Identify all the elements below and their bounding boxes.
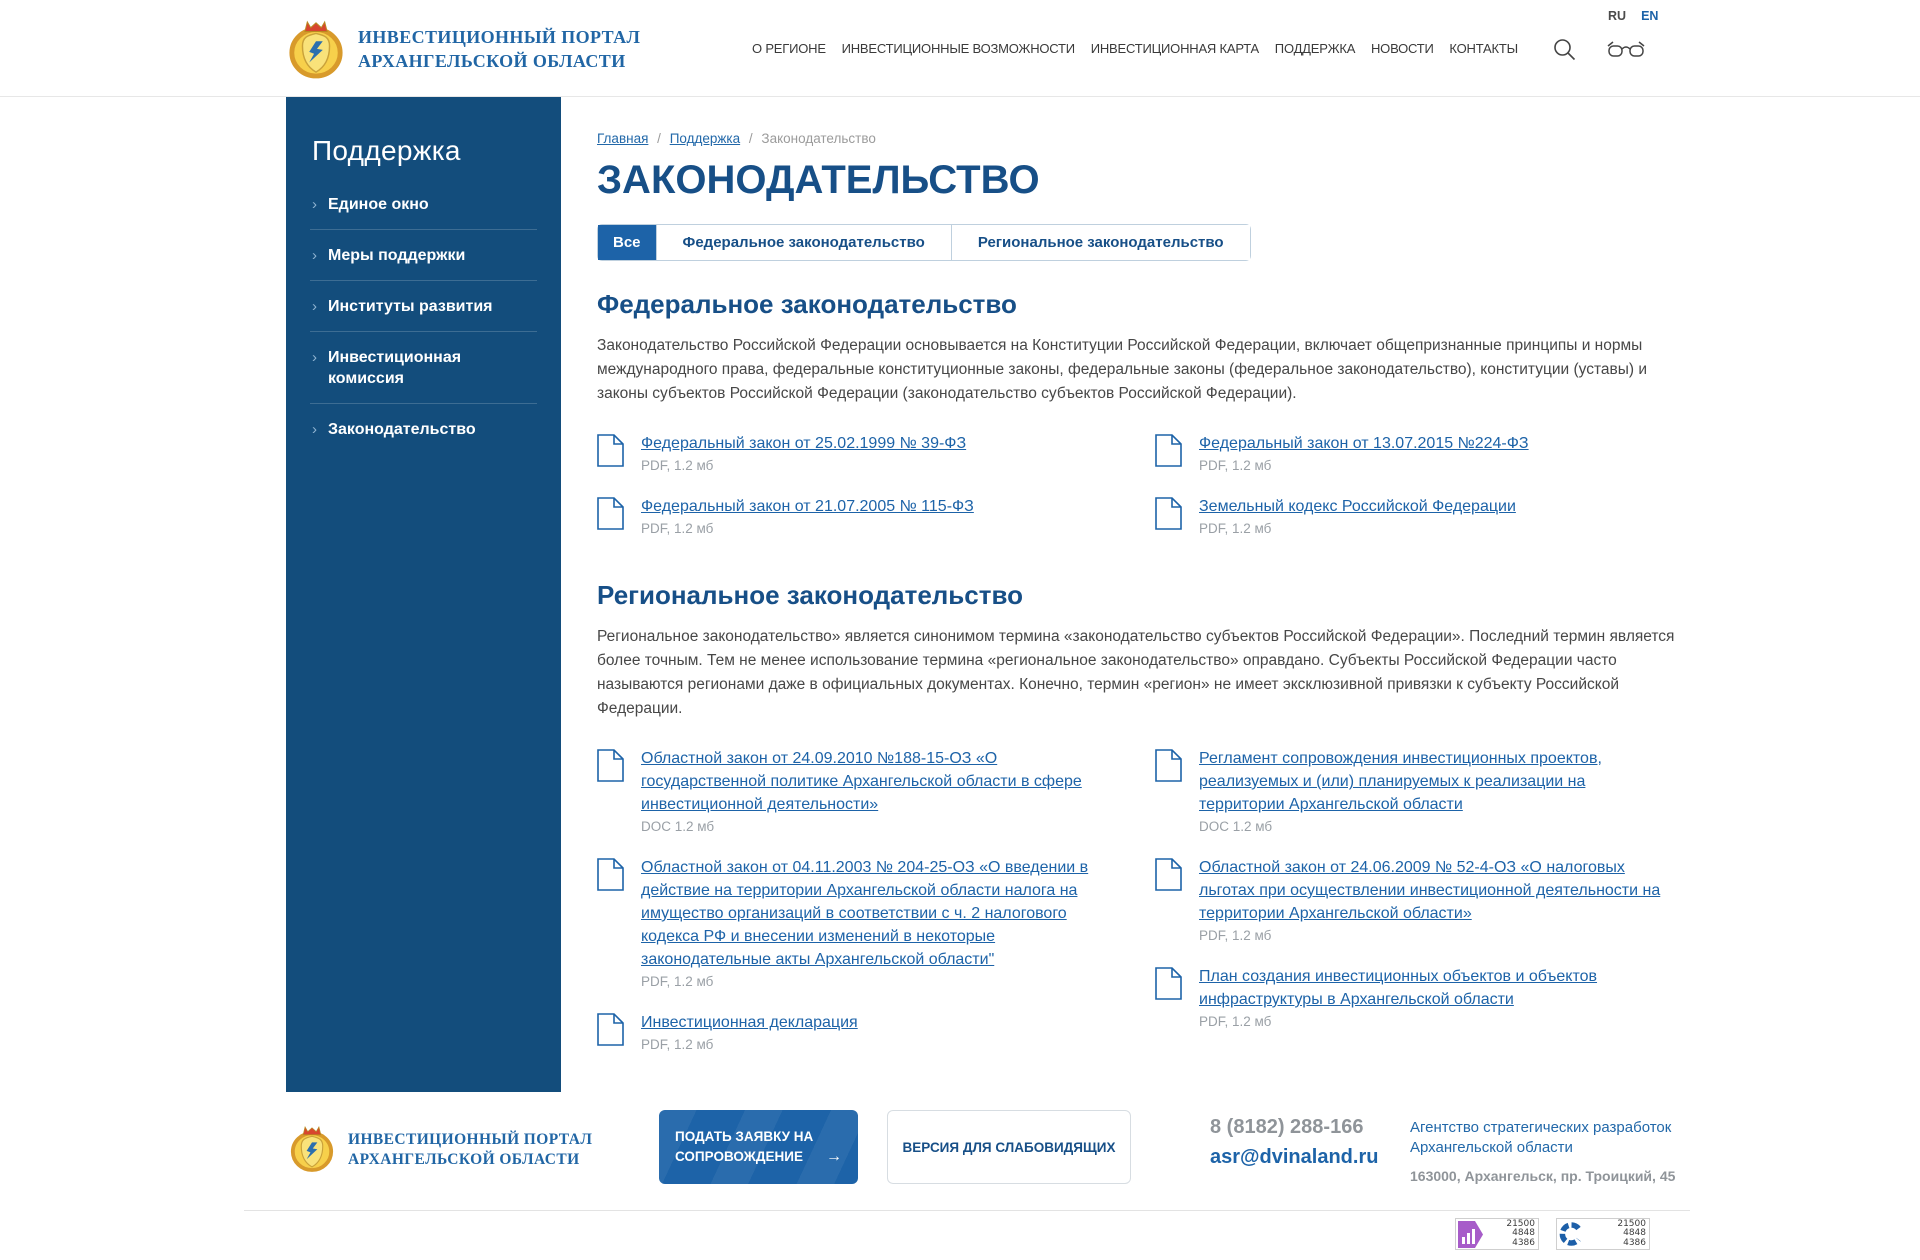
sidebar-title: Поддержка xyxy=(312,135,461,166)
footer-logo-line1: ИНВЕСТИЦИОННЫЙ ПОРТАЛ xyxy=(348,1130,593,1148)
document-icon xyxy=(597,434,624,467)
doc-link[interactable]: Областной закон от 24.09.2010 №188-15-ОЗ «О государственной политике Архангельской области в сфере инвестиционной деятельности» xyxy=(641,750,1082,813)
coat-of-arms-icon xyxy=(289,1120,335,1179)
doc-meta: PDF, 1.2 мб xyxy=(641,458,714,473)
apply-button-line1: ПОДАТЬ ЗАЯВКУ НА xyxy=(675,1129,814,1144)
counter-value: 4386 xyxy=(1623,1237,1646,1248)
counter-value: 4848 xyxy=(1512,1228,1535,1239)
footer-logo[interactable] xyxy=(289,1120,592,1179)
document-icon xyxy=(1155,434,1182,467)
tab-all[interactable]: Все xyxy=(598,225,656,260)
doc-link[interactable]: План создания инвестиционных объектов и объектов инфраструктуры в Архангельской области xyxy=(1199,968,1598,1008)
main-area xyxy=(0,97,1920,1092)
doc-item xyxy=(1155,965,1669,1029)
doc-item xyxy=(597,1011,1111,1052)
nav-contacts[interactable]: КОНТАКТЫ xyxy=(1449,41,1518,56)
counter-value: 4848 xyxy=(1623,1228,1646,1239)
document-icon xyxy=(597,1013,624,1046)
sidebar-item-label: Инвестиционная комиссия xyxy=(328,349,462,387)
liveinternet-counter-badge[interactable] xyxy=(1455,1218,1539,1250)
footer-email-link[interactable]: asr@dvinaland.ru xyxy=(1210,1146,1379,1168)
footer-agency-block xyxy=(1410,1118,1690,1184)
lang-en[interactable]: EN xyxy=(1641,9,1659,23)
chevron-right-icon: › xyxy=(312,247,317,264)
counter-value: 21500 xyxy=(1506,1218,1535,1229)
doc-item xyxy=(597,432,1111,473)
lang-ru[interactable]: RU xyxy=(1608,9,1627,23)
footer-phone: 8 (8182) 288-166 xyxy=(1210,1116,1364,1138)
regional-doc-grid xyxy=(597,747,1689,1052)
breadcrumb-support[interactable]: Поддержка xyxy=(669,131,741,146)
apply-support-button[interactable] xyxy=(659,1110,858,1184)
nav-region[interactable]: О РЕГИОНЕ xyxy=(752,41,826,56)
bar-chart-icon xyxy=(1458,1221,1483,1248)
doc-column-left xyxy=(597,747,1111,1052)
doc-item xyxy=(1155,432,1669,473)
doc-link[interactable]: Областной закон от 04.11.2003 № 204-25-ОЗ «О введении в действие на территории Архангельской области налога на имущество организаций в соответствии с ч. 2 налогового кодекса РФ и внесении изменений в некоторые законодательные акты Архангельской области" xyxy=(641,859,1089,968)
nav-support[interactable]: ПОДДЕРЖКА xyxy=(1274,41,1356,56)
doc-link[interactable]: Инвестиционная декларация xyxy=(641,1014,858,1031)
regional-section xyxy=(597,580,1689,1052)
sidebar-item-single-window[interactable] xyxy=(310,179,537,230)
doc-item xyxy=(597,495,1111,536)
doc-item xyxy=(597,747,1111,834)
footer-logo-line2: АРХАНГЕЛЬСКОЙ ОБЛАСТИ xyxy=(348,1150,580,1168)
sidebar-item-support-measures[interactable] xyxy=(310,230,537,281)
doc-column-right xyxy=(1155,432,1669,536)
sidebar-item-label: Институты развития xyxy=(328,298,493,315)
sidebar-item-investment-commission[interactable] xyxy=(310,332,537,404)
doc-link[interactable]: Федеральный закон от 21.07.2005 № 115-ФЗ xyxy=(641,498,974,515)
sputnik-c-logo-icon xyxy=(1559,1222,1583,1246)
sidebar-menu xyxy=(310,179,537,454)
site-logo[interactable] xyxy=(287,15,640,84)
document-icon xyxy=(1155,749,1182,782)
doc-meta: PDF, 1.2 мб xyxy=(641,974,714,989)
counter-value: 4386 xyxy=(1512,1237,1535,1248)
sidebar-item-development-institutes[interactable] xyxy=(310,281,537,332)
sidebar-item-legislation[interactable] xyxy=(310,404,537,454)
federal-heading: Федеральное законодательство xyxy=(597,289,1017,319)
federal-section xyxy=(597,289,1689,536)
breadcrumb-current: Законодательство xyxy=(761,131,876,146)
header xyxy=(0,0,1920,97)
sidebar-item-label: Законодательство xyxy=(328,421,476,438)
doc-column-right xyxy=(1155,747,1669,1052)
doc-meta: DOC 1.2 мб xyxy=(641,819,715,834)
doc-column-left xyxy=(597,432,1111,536)
legislation-filter-tabs xyxy=(597,224,1251,261)
logo-title-line2: АРХАНГЕЛЬСКОЙ ОБЛАСТИ xyxy=(358,50,626,71)
logo-title-line1: ИНВЕСТИЦИОННЫЙ ПОРТАЛ xyxy=(358,27,641,48)
chevron-right-icon: › xyxy=(312,196,317,213)
chevron-right-icon: › xyxy=(312,298,317,315)
doc-link[interactable]: Федеральный закон от 13.07.2015 №224-ФЗ xyxy=(1199,435,1529,452)
sidebar-item-label: Единое окно xyxy=(328,196,429,213)
doc-link[interactable]: Регламент сопровождения инвестиционных проектов, реализуемых и (или) планируемых к реализации на территории Архангельской области xyxy=(1199,750,1602,813)
doc-item xyxy=(1155,856,1669,943)
breadcrumb-separator: / xyxy=(748,131,753,146)
footer xyxy=(0,1092,1920,1260)
document-icon xyxy=(597,858,624,891)
document-icon xyxy=(1155,967,1182,1000)
language-switcher xyxy=(1608,9,1658,23)
nav-invest-map[interactable]: ИНВЕСТИЦИОННАЯ КАРТА xyxy=(1090,41,1260,56)
coat-of-arms-icon xyxy=(287,15,345,84)
breadcrumb-home[interactable]: Главная xyxy=(597,131,649,146)
sidebar-support xyxy=(286,97,561,1092)
doc-link[interactable]: Областной закон от 24.06.2009 № 52-4-ОЗ «О налоговых льготах при осуществлении инвестиционной деятельности на территории Архангельской области» xyxy=(1199,859,1661,922)
tab-federal[interactable]: Федеральное законодательство xyxy=(656,225,951,260)
document-icon xyxy=(1155,858,1182,891)
nav-invest-opportunities[interactable]: ИНВЕСТИЦИОННЫЕ ВОЗМОЖНОСТИ xyxy=(841,41,1075,56)
regional-description: Региональное законодательство» является синонимом термина «законодательство субъектов Российской Федерации». Последний термин является более точным. Тем не менее использование термина «региональное законодательство» оправдано. Субъекты Российской Федерации часто называются регионами даже в официальных документах. Конечно, термин «регион» не имеет эксклюзивной привязки к субъекту Российской Федерации. xyxy=(597,628,1675,717)
footer-divider xyxy=(244,1210,1690,1211)
tab-regional[interactable]: Региональное законодательство xyxy=(951,225,1250,260)
doc-meta: PDF, 1.2 мб xyxy=(1199,928,1272,943)
document-icon xyxy=(1155,497,1182,530)
doc-meta: PDF, 1.2 мб xyxy=(641,1037,714,1052)
federal-description: Законодательство Российской Федерации основывается на Конституции Российской Федерации, включает общепризнанные принципы и нормы международного права, федеральные конституционные законы, федеральные законы (федеральное законодательство), конституции (уставы) и законы субъектов Российской Федерации (законодательство субъектов Российской Федерации). xyxy=(597,337,1647,402)
chevron-right-icon: › xyxy=(312,349,317,366)
nav-news[interactable]: НОВОСТИ xyxy=(1370,41,1434,56)
agency-name: Агентство стратегических разработок Архангельской области xyxy=(1410,1119,1672,1156)
counter-values xyxy=(1483,1220,1535,1249)
doc-link[interactable]: Земельный кодекс Российской Федерации xyxy=(1199,498,1516,515)
visually-impaired-version-button[interactable]: ВЕРСИЯ ДЛЯ СЛАБОВИДЯЩИХ xyxy=(887,1110,1131,1184)
chevron-right-icon: › xyxy=(312,421,317,438)
breadcrumb xyxy=(597,131,1689,146)
doc-item xyxy=(597,856,1111,989)
document-icon xyxy=(597,749,624,782)
regional-heading: Региональное законодательство xyxy=(597,580,1023,610)
apply-button-line2: СОПРОВОЖДЕНИЕ xyxy=(675,1149,803,1164)
search-icon[interactable] xyxy=(1553,38,1576,64)
doc-meta: DOC 1.2 мб xyxy=(1199,819,1273,834)
breadcrumb-separator: / xyxy=(657,131,661,146)
federal-doc-grid xyxy=(597,432,1689,536)
doc-meta: PDF, 1.2 мб xyxy=(641,521,714,536)
doc-meta: PDF, 1.2 мб xyxy=(1199,1014,1272,1029)
main-nav xyxy=(752,0,1518,97)
doc-item xyxy=(1155,495,1669,536)
visitor-counters xyxy=(1455,1218,1650,1250)
glasses-accessibility-icon[interactable] xyxy=(1606,40,1646,65)
doc-item xyxy=(1155,747,1669,834)
agency-address: 163000, Архангельск, пр. Троицкий, 45 xyxy=(1410,1168,1676,1184)
arrow-right-icon: → xyxy=(826,1148,842,1165)
footer-contacts xyxy=(1210,1116,1378,1169)
sputnik-counter-badge[interactable] xyxy=(1556,1218,1650,1250)
doc-link[interactable]: Федеральный закон от 25.02.1999 № 39-ФЗ xyxy=(641,435,967,452)
content xyxy=(597,97,1689,1092)
doc-meta: PDF, 1.2 мб xyxy=(1199,521,1272,536)
sidebar-item-label: Меры поддержки xyxy=(328,247,466,264)
counter-value: 21500 xyxy=(1617,1218,1646,1229)
counter-values xyxy=(1583,1220,1646,1249)
document-icon xyxy=(597,497,624,530)
doc-meta: PDF, 1.2 мб xyxy=(1199,458,1272,473)
page-title: ЗАКОНОДАТЕЛЬСТВО xyxy=(597,158,1040,202)
